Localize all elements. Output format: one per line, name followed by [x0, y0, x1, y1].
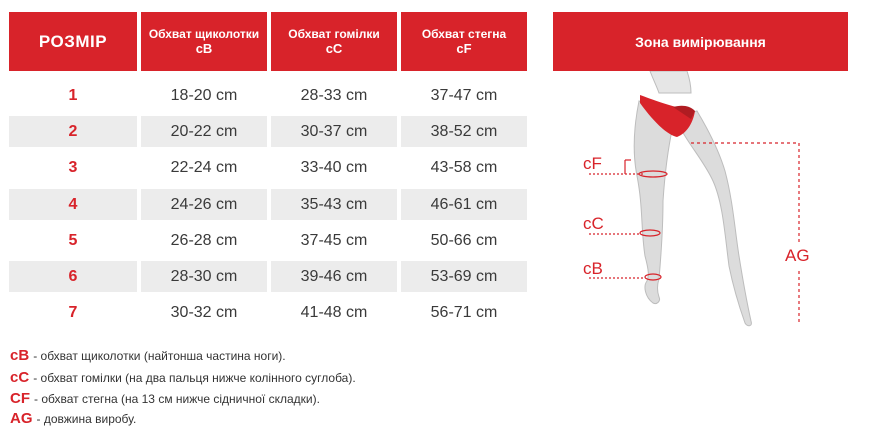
header-ankle-label: Обхват щиколотки [148, 27, 260, 41]
legend-item [10, 410, 136, 427]
header-ankle-code: cB [195, 41, 213, 56]
legend-text: - довжина виробу. [36, 412, 137, 426]
header-size-label: РОЗМІР [38, 31, 108, 51]
range-cell-cf: 43-58 cm [430, 158, 498, 176]
size-cell: 6 [9, 261, 137, 292]
range-cell-cf: 53-69 cm [401, 261, 527, 292]
range-cell-cc: 39-46 cm [271, 261, 397, 292]
legend-item [10, 390, 320, 407]
header-calf-label: Обхват гомілки [288, 27, 380, 41]
leg-diagram [553, 71, 848, 341]
range-cell-cf: 38-52 cm [401, 116, 527, 147]
range-cell-cb: 30-32 cm [170, 303, 238, 321]
range-cell-cc: 37-45 cm [300, 231, 368, 249]
legend-key: cC [10, 369, 30, 386]
cb-label: cB [583, 259, 603, 278]
range-cell-cb: 22-24 cm [170, 158, 238, 176]
header-calf-code: cC [325, 41, 343, 56]
range-cell-cf: 50-66 cm [430, 231, 498, 249]
range-cell-cc: 41-48 cm [300, 303, 368, 321]
legend-item [10, 369, 356, 386]
header-ankle [141, 12, 267, 71]
range-cell-cc: 33-40 cm [300, 158, 368, 176]
range-cell-cc: 35-43 cm [271, 189, 397, 220]
legend-key: AG [10, 410, 33, 427]
header-thigh [401, 12, 527, 71]
range-cell-cc: 28-33 cm [300, 86, 368, 104]
legend-key: CF [10, 390, 30, 407]
zone-header [553, 12, 848, 71]
range-cell-cb: 24-26 cm [141, 189, 267, 220]
range-cell-cb: 28-30 cm [141, 261, 267, 292]
zone-title: Зона вимірювання [635, 33, 766, 50]
legend-text: - обхват щиколотки (найтонша частина ноги). [33, 349, 286, 363]
header-thigh-code: cF [456, 41, 472, 56]
size-cell: 7 [68, 303, 78, 321]
cc-label: cC [583, 214, 604, 233]
header-size [9, 12, 137, 71]
size-cell: 5 [68, 231, 78, 249]
range-cell-cb: 18-20 cm [170, 86, 238, 104]
size-cell: 2 [9, 116, 137, 147]
header-thigh-label: Обхват стегна [421, 27, 507, 41]
range-cell-cf: 46-61 cm [401, 189, 527, 220]
ag-label: AG [785, 246, 810, 265]
size-cell: 4 [9, 189, 137, 220]
cf-label: cF [583, 154, 602, 173]
legend-text: - обхват стегна (на 13 см нижче сідничної складки). [34, 392, 320, 406]
size-cell: 3 [68, 158, 78, 176]
range-cell-cb: 20-22 cm [141, 116, 267, 147]
range-cell-cc: 30-37 cm [271, 116, 397, 147]
range-cell-cf: 56-71 cm [430, 303, 498, 321]
header-calf [271, 12, 397, 71]
range-cell-cb: 26-28 cm [170, 231, 238, 249]
legend-key: cB [10, 347, 30, 364]
size-cell: 1 [68, 86, 78, 104]
legend-item [10, 347, 286, 364]
range-cell-cf: 37-47 cm [430, 86, 498, 104]
legend-text: - обхват гомілки (на два пальця нижче колінного суглоба). [33, 371, 356, 385]
